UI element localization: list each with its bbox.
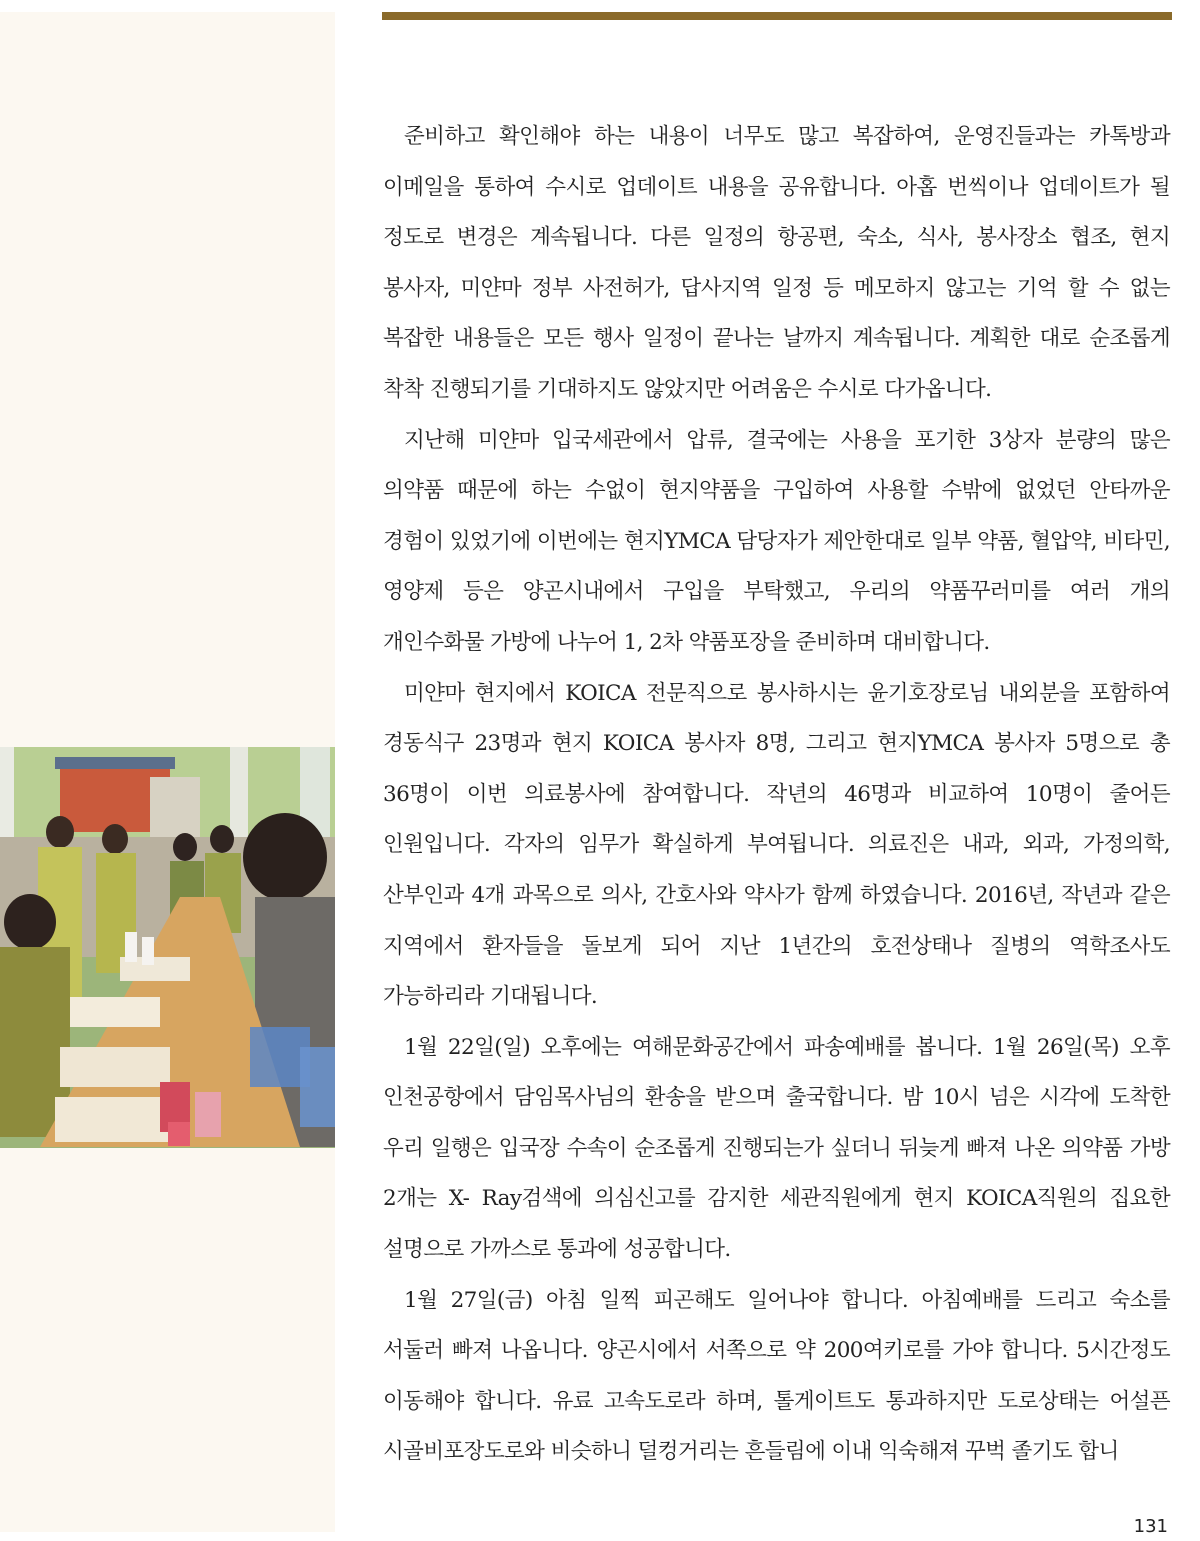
article-body xyxy=(383,112,1170,1478)
paragraph: 1월 27일(금) 아침 일찍 피곤해도 일어나야 합니다. 아침예배를 드리고 숙소를 서둘러 빠져 나옵니다. 양곤시에서 서쪽으로 약 200여키로를 가야 합니다. 5시간정도 이동해야 합니다. 유료 고속도로라 하며, 톨게이트도 통과하지만 도로상태는 어설픈 시골비포장도로와 비슷하니 덜컹거리는 흔들림에 이내 익숙해져 꾸벅 졸기도 합니 xyxy=(383,1287,1170,1465)
paragraph: 준비하고 확인해야 하는 내용이 너무도 많고 복잡하여, 운영진들과는 카톡방과 이메일을 통하여 수시로 업데이트 내용을 공유합니다. 아홉 번씩이나 업데이트가 될 정도로 변경은 계속됩니다. 다른 일정의 항공편, 숙소, 식사, 봉사장소 협조, 현지 봉사자, 미얀마 정부 사전허가, 답사지역 일정 등 메모하지 않고는 기억 할 수 없는 복잡한 내용들은 모든 행사 일정이 끝나는 날까지 계속됩니다. 계획한 대로 순조롭게 착착 진행되기를 기대하지도 않았지만 어려움은 수시로 다가옵니다. xyxy=(383,124,1170,402)
volunteers-photo xyxy=(0,747,335,1148)
page-number: 131 xyxy=(1133,1516,1168,1537)
photo-illustration xyxy=(0,747,335,1148)
top-rule xyxy=(382,12,1172,20)
paragraph: 1월 22일(일) 오후에는 여해문화공간에서 파송예배를 봅니다. 1월 26일(목) 오후 인천공항에서 담임목사님의 환송을 받으며 출국합니다. 밤 10시 넘은 시각에 도착한 우리 일행은 입국장 수속이 순조롭게 진행되는가 싶더니 뒤늦게 빠져 나온 의약품 가방 2개는 X- Ray검색에 의심신고를 감지한 세관직원에게 현지 KOICA직원의 집요한 설명으로 가까스로 통과에 성공합니다. xyxy=(383,1034,1170,1263)
paragraph: 미얀마 현지에서 KOICA 전문직으로 봉사하시는 윤기호장로님 내외분을 포함하여 경동식구 23명과 현지 KOICA 봉사자 8명, 그리고 현지YMCA 봉사자 5명으로 총 36명이 이번 의료봉사에 참여합니다. 작년의 46명과 비교하여 10명이 줄어든 인원입니다. 각자의 임무가 확실하게 부여됩니다. 의료진은 내과, 외과, 가정의학, 산부인과 4개 과목으로 의사, 간호사와 약사가 함께 하였습니다. 2016년, 작년과 같은 지역에서 환자들을 돌보게 되어 지난 1년간의 호전상태나 질병의 역학조사도 가능하리라 기대됩니다. xyxy=(383,680,1170,1010)
paragraph: 지난해 미얀마 입국세관에서 압류, 결국에는 사용을 포기한 3상자 분량의 많은 의약품 때문에 하는 수없이 현지약품을 구입하여 사용할 수밖에 없었던 안타까운 경험이 있었기에 이번에는 현지YMCA 담당자가 제안한대로 일부 약품, 혈압약, 비타민, 영양제 등은 양곤시내에서 구입을 부탁했고, 우리의 약품꾸러미를 여러 개의 개인수화물 가방에 나누어 1, 2차 약품포장을 준비하며 대비합니다. xyxy=(383,427,1170,655)
